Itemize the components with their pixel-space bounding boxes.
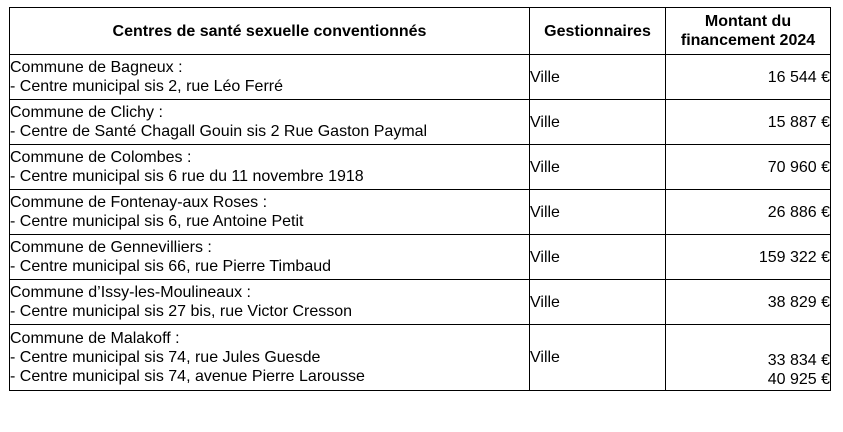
gestionnaire-cell: Ville [530, 325, 666, 391]
commune-name: Commune de Clichy : [10, 104, 163, 121]
table-row [10, 325, 831, 391]
table-row [10, 55, 831, 100]
header-gestionnaires: Gestionnaires [530, 8, 666, 55]
montant-cell: 26 886 € [666, 190, 831, 235]
commune-name: Commune de Gennevilliers : [10, 239, 212, 256]
montant-cell [666, 325, 831, 391]
centre-address: - Centre municipal sis 6, rue Antoine Petit [10, 213, 304, 230]
gestionnaire-cell: Ville [530, 190, 666, 235]
centre-cell [10, 55, 530, 100]
commune-name: Commune de Fontenay-aux Roses : [10, 194, 268, 211]
centre-address: - Centre de Santé Chagall Gouin sis 2 Rue Gaston Paymal [10, 123, 428, 140]
centre-address: - Centre municipal sis 74, rue Jules Guesde [10, 349, 321, 366]
montant-cell: 70 960 € [666, 145, 831, 190]
centre-cell [10, 235, 530, 280]
montant-stack [666, 326, 830, 389]
montant-value: 40 925 € [767, 371, 830, 388]
table-row [10, 190, 831, 235]
table-row [10, 100, 831, 145]
gestionnaire-cell: Ville [530, 100, 666, 145]
table-row [10, 280, 831, 325]
centre-cell [10, 100, 530, 145]
montant-cell: 159 322 € [666, 235, 831, 280]
montant-value: 33 834 € [767, 352, 830, 369]
centre-address: - Centre municipal sis 2, rue Léo Ferré [10, 78, 283, 95]
centre-address: - Centre municipal sis 66, rue Pierre Timbaud [10, 258, 332, 275]
gestionnaire-cell: Ville [530, 145, 666, 190]
financing-table [9, 7, 831, 391]
table-header-row [10, 8, 831, 55]
commune-name: Commune de Colombes : [10, 149, 192, 166]
gestionnaire-cell: Ville [530, 280, 666, 325]
centre-cell [10, 325, 530, 391]
header-montant-line2: financement 2024 [680, 32, 816, 49]
centre-address: - Centre municipal sis 6 rue du 11 novembre 1918 [10, 168, 364, 185]
table-row [10, 145, 831, 190]
centre-address: - Centre municipal sis 27 bis, rue Victor Cresson [10, 303, 353, 320]
commune-name: Commune de Bagneux : [10, 59, 183, 76]
header-montant [666, 8, 831, 55]
header-montant-line1: Montant du [704, 13, 792, 30]
centre-cell [10, 280, 530, 325]
commune-name: Commune d’Issy-les-Moulineaux : [10, 284, 251, 301]
montant-cell: 38 829 € [666, 280, 831, 325]
centre-cell [10, 145, 530, 190]
montant-cell: 16 544 € [666, 55, 831, 100]
header-centres: Centres de santé sexuelle conventionnés [10, 8, 530, 55]
centre-cell [10, 190, 530, 235]
centre-address: - Centre municipal sis 74, avenue Pierre Larousse [10, 368, 365, 385]
montant-cell: 15 887 € [666, 100, 831, 145]
commune-name: Commune de Malakoff : [10, 330, 180, 347]
gestionnaire-cell: Ville [530, 55, 666, 100]
gestionnaire-cell: Ville [530, 235, 666, 280]
table-row [10, 235, 831, 280]
